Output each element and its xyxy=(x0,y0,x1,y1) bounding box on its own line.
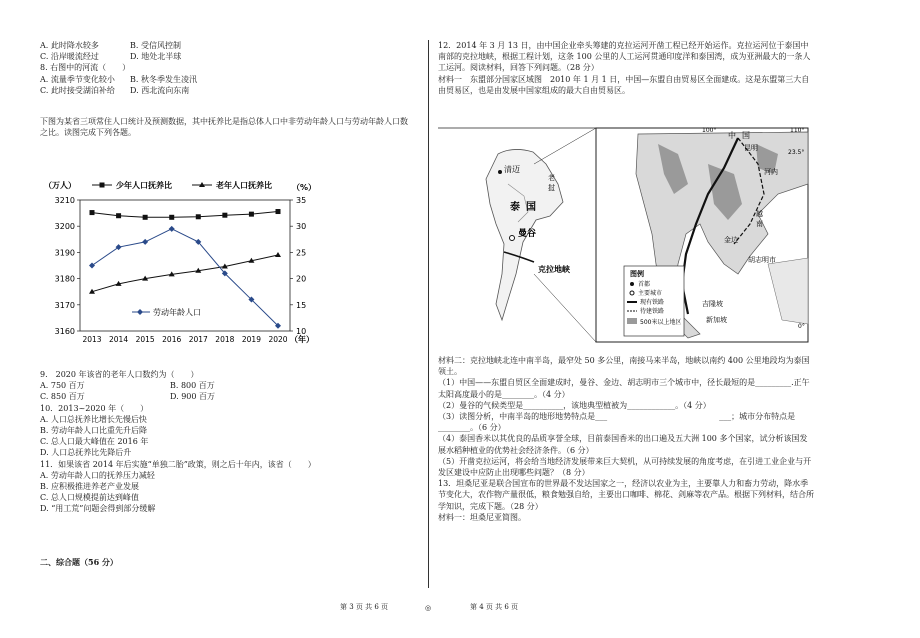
right-axis xyxy=(290,196,306,336)
q11-option-b: B. 应积极推进养老产业发展 xyxy=(40,482,139,492)
lat-23: 23.5° xyxy=(788,149,805,156)
q8-option-b: B. 秋冬季发生凌汛 xyxy=(130,74,197,84)
right-tick-label: 30 xyxy=(296,222,307,232)
legend-planned: 待建铁路 xyxy=(640,308,665,315)
q8-options-row1 xyxy=(40,74,415,85)
right-column-questions xyxy=(438,355,814,523)
population-chart xyxy=(40,178,320,348)
q7-options-row1 xyxy=(40,40,415,51)
labor-legend xyxy=(132,307,201,317)
sub-question-2: （2）曼谷的气候类型是__________，该地典型植被为____________。（4 分） xyxy=(438,400,711,410)
label-guo2: 国 xyxy=(742,131,750,140)
chart-intro: 下图为某省三项常住人口统计及预测数据，其中抚养比是指总体人口中非劳动年龄人口与劳动年龄人口数之比。读图完成下列各题。 xyxy=(40,117,408,138)
x-tick-label: 2019 xyxy=(241,335,261,344)
left-tick-label: 3180 xyxy=(54,274,75,284)
label-hanoi: 河内 xyxy=(764,168,778,176)
square-marker xyxy=(276,209,281,214)
map-legend xyxy=(624,266,684,336)
q10-option-b: B. 劳动年龄人口比重先升后降 xyxy=(40,426,147,436)
left-column xyxy=(40,40,415,138)
q11-option-d: D. “用工荒”问题会得到部分缓解 xyxy=(40,504,156,514)
left-axis xyxy=(55,196,80,336)
q7-option-c: C. 沿岸暖流经过 xyxy=(40,52,99,62)
q8-stem: 8. 右图中的河流（ ） xyxy=(40,63,131,73)
material-1: 材料一 东盟部分国家区域图 2010 年 1 月 1 日，中国—东盟自由贸易区全面建成。这是东盟第三大自由贸易区，也是由发展中国家组成的最大自由贸易区。 xyxy=(438,74,810,95)
q10-option-c: C. 总人口最大峰值在 2016 年 xyxy=(40,437,149,447)
label-bangkok-inset: 曼谷 xyxy=(518,229,537,239)
q10-option-d: D. 人口总抚养比先降后升 xyxy=(40,448,132,458)
x-tick-label: 2016 xyxy=(162,335,182,344)
legend-railway: 现有铁路 xyxy=(640,299,665,306)
label-chiang-mai: 清迈 xyxy=(504,165,520,174)
diamond-marker xyxy=(116,244,122,250)
label-yue: 越 xyxy=(756,210,763,218)
q9-option-d: D. 900 百万 xyxy=(170,392,216,402)
right-tick-label: 20 xyxy=(296,274,307,284)
x-tick-label: 2018 xyxy=(215,335,235,344)
legend-label: 劳动年龄人口 xyxy=(153,308,201,317)
label-hcmc: 胡志明市 xyxy=(748,256,776,264)
square-marker xyxy=(143,215,148,220)
label-zhong: 中 xyxy=(728,131,736,140)
label-kunming: 昆明 xyxy=(744,144,758,152)
footer-mark: ◎ xyxy=(425,604,432,612)
section-2-heading: 二、综合题（56 分） xyxy=(40,556,118,567)
q9-option-b: B. 800 百万 xyxy=(170,381,215,391)
label-singapore: 新加坡 xyxy=(706,316,727,324)
thailand-inset xyxy=(486,149,570,320)
legend-title: 图例 xyxy=(630,270,644,278)
x-tick-label: 2013 xyxy=(82,335,102,344)
q7-option-d: D. 地处北半球 xyxy=(130,52,182,62)
sub-question-5: （5）开凿克拉运河，将会给当地经济发展带来巨大契机，从可持续发展的角度考虑，在引进工业企业与开发区建设中应防止出现哪些问题？（8 分） xyxy=(438,456,812,478)
q12-intro: 12．2014 年 3 月 13 日，由中国企业牵头筹建的克拉运河开凿工程已经开始运作。克拉运河位于泰国中南部的克拉地峡，根据工程计划，这条 100 公里的人工运河贯通印度洋和泰国湾，成为亚洲最大的一条人工运河。阅读材料，回答下列问题。（28 分） xyxy=(438,41,811,73)
right-tick-label: 10 xyxy=(296,327,307,336)
left-tick-label: 3160 xyxy=(54,327,75,336)
square-marker xyxy=(222,213,227,218)
right-tick-label: 15 xyxy=(296,300,307,310)
q9-option-a: A. 750 百万 xyxy=(40,381,85,391)
q9-option-c: C. 850 百万 xyxy=(40,392,85,402)
lon-110: 110° xyxy=(790,127,805,134)
triangle-marker xyxy=(275,252,281,257)
q8-option-d: D. 西北流向东南 xyxy=(130,85,190,95)
left-column-questions xyxy=(40,369,415,568)
sub-question-4: （4）泰国香米以其优良的品质享誉全球，目前泰国香米的出口遍及五大洲 100 多个国家，试分析该国发展水稻种植业的优势社会经济条件。（6 分） xyxy=(438,434,808,455)
label-lao-1: 老 xyxy=(548,174,555,182)
q13-material: 材料一：坦桑尼亚简图。 xyxy=(438,512,526,522)
q7-option-a: A. 此时降水较多 xyxy=(40,41,99,50)
label-nan: 南 xyxy=(756,220,763,228)
q11-option-c: C. 总人口规模提前达到峰值 xyxy=(40,493,139,503)
x-tick-label: 2020 xyxy=(268,335,288,344)
q8-options-row2 xyxy=(40,85,415,96)
label-tai: 泰 xyxy=(510,202,520,213)
lon-100: 100° xyxy=(702,127,717,134)
diamond-marker xyxy=(169,226,175,232)
lat-0: 0° xyxy=(798,323,805,330)
right-tick-label: 25 xyxy=(296,248,307,258)
square-marker xyxy=(196,214,201,219)
q7-options-row2 xyxy=(40,51,415,62)
q7-option-b: B. 受信风控制 xyxy=(130,41,181,50)
legend-label: 少年人口抚养比 xyxy=(116,181,172,190)
label-phnom-penh: 金边 xyxy=(724,236,738,244)
right-tick-label: 35 xyxy=(296,196,307,205)
diamond-marker xyxy=(142,239,148,245)
left-tick-label: 3170 xyxy=(54,300,75,310)
x-tick-label: 2015 xyxy=(135,335,155,344)
label-kra: 克拉地峡 xyxy=(538,265,570,274)
left-tick-label: 3190 xyxy=(54,248,75,258)
sub-question-1: （1）中国——东盟自贸区全面建成时，曼谷、金边、胡志明市三个城市中，径长最短的是_________.正午太阳高度最小的是________。（4 分） xyxy=(438,378,810,399)
square-marker xyxy=(100,183,105,188)
material-2: 材料二：克拉地峡北连中南半岛，最窄处 50 多公里，南接马来半岛，地峡以南约 400 公里地段均为泰国领土。 xyxy=(438,356,810,377)
x-axis xyxy=(82,335,287,344)
right-unit-label: （%） xyxy=(292,183,317,192)
left-tick-label: 3210 xyxy=(54,196,75,205)
q9-stem: 9. 2020 年该省的老年人口数约为（ ） xyxy=(40,370,199,379)
q11-option-a: A. 劳动年龄人口的抚养压力减轻 xyxy=(40,470,155,480)
square-marker xyxy=(249,212,254,217)
label-kl: 吉隆坡 xyxy=(702,300,723,308)
chart-legend xyxy=(92,180,272,190)
q10-stem: 10．2013~2020 年（ ） xyxy=(40,403,149,413)
footer-right: 第 4 页 共 6 页 xyxy=(470,603,519,611)
q8-option-a: A. 流量季节变化较小 xyxy=(40,74,115,84)
q13-intro: 13．坦桑尼亚是联合国宣布的世界最不发达国家之一，经济以农业为主，主要靠人力和畜力劳动，降水季节变化大，农作物产量很低，粮食勉强自给，主要出口咖啡、棉花、剑麻等农产品。根据下列材料，结合所学知识，完成下题。（28 分） xyxy=(438,479,814,511)
q9-options-row1 xyxy=(40,380,415,391)
square-marker xyxy=(169,215,174,220)
legend-elevation: 500米以上地区 xyxy=(640,319,682,326)
diamond-marker xyxy=(89,263,95,269)
year-unit-label: （年） xyxy=(290,335,314,344)
legend-label: 老年人口抚养比 xyxy=(216,181,272,190)
q9-options-row2 xyxy=(40,391,415,402)
asean-map xyxy=(438,124,816,346)
label-lao-2: 挝 xyxy=(548,184,555,192)
q11-stem: 11．如果该省 2014 年后实施“单独二胎”政策，则之后十年内，该省（ ） xyxy=(40,459,316,469)
right-column xyxy=(438,40,814,96)
left-unit-label: （万人） xyxy=(44,181,76,190)
legend-capital: 首都 xyxy=(638,281,651,288)
q8-option-c: C. 此时接受湖泊补给 xyxy=(40,85,115,95)
footer-left: 第 3 页 共 6 页 xyxy=(340,603,389,611)
legend-city: 主要城市 xyxy=(638,290,663,297)
x-tick-label: 2017 xyxy=(188,335,208,344)
square-marker xyxy=(90,210,95,215)
q10-option-a: A. 人口总抚养比增长先慢后快 xyxy=(40,414,147,424)
diamond-marker xyxy=(137,309,143,315)
sub-question-3: （3）读图分析，中南半岛的地形地势特点是___ ___；城市分布特点是________。（6 分） xyxy=(438,412,796,433)
x-tick-label: 2014 xyxy=(109,335,129,344)
column-divider xyxy=(428,40,429,588)
left-tick-label: 3200 xyxy=(54,222,75,232)
square-marker xyxy=(116,213,121,218)
label-guo: 国 xyxy=(526,202,536,213)
